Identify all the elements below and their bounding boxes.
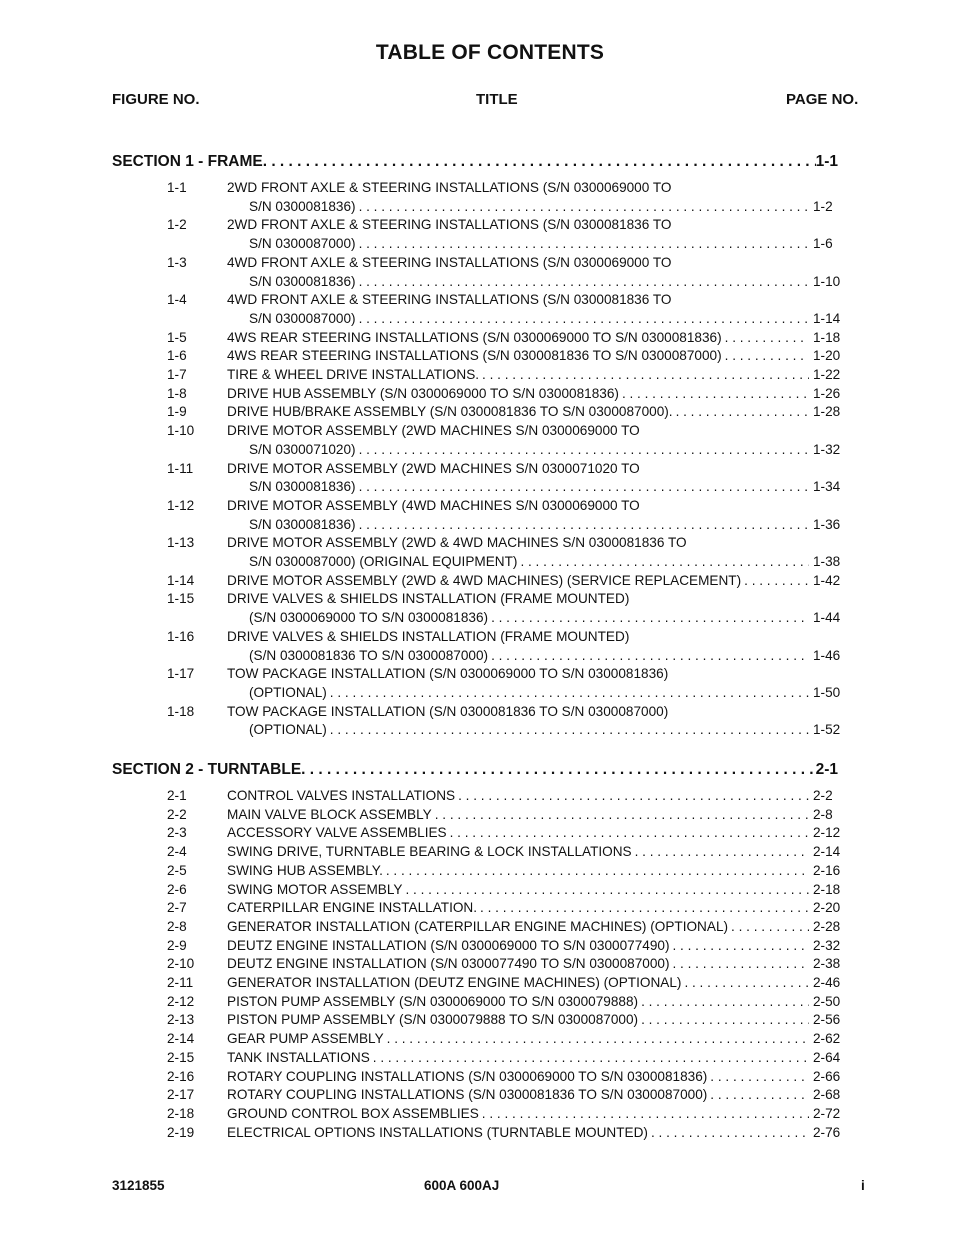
entry-title-continuation bbox=[249, 235, 845, 254]
entry-title-text: (S/N 0300069000 TO S/N 0300081836) bbox=[249, 610, 489, 626]
toc-entry[interactable] bbox=[0, 403, 954, 422]
section-label: SECTION 2 - TURNTABLE bbox=[112, 761, 302, 778]
entry-page-number: 1-6 bbox=[813, 236, 833, 252]
figure-number: 2-12 bbox=[167, 993, 195, 1009]
entry-title-continuation bbox=[249, 684, 845, 703]
toc-entry[interactable] bbox=[0, 1030, 954, 1049]
entry-title-line bbox=[227, 1124, 845, 1143]
toc-entry[interactable] bbox=[0, 918, 954, 937]
figure-number: 2-8 bbox=[167, 918, 187, 934]
figure-no-column-header: FIGURE NO. bbox=[112, 91, 200, 108]
toc-entry[interactable] bbox=[0, 291, 954, 328]
entry-page-number: 1-14 bbox=[813, 310, 841, 326]
leader-dots bbox=[432, 806, 809, 825]
entry-title-continuation bbox=[249, 198, 845, 217]
toc-entry[interactable] bbox=[0, 665, 954, 702]
entry-title-line bbox=[227, 347, 845, 366]
figure-number: 1-16 bbox=[167, 628, 195, 644]
leader-dots bbox=[488, 609, 809, 628]
leader-dots bbox=[301, 761, 815, 779]
entry-title-text: DEUTZ ENGINE INSTALLATION (S/N 0300069000 TO S/N 0300077490) bbox=[227, 937, 670, 953]
entry-page-number: 2-64 bbox=[813, 1049, 841, 1065]
section-1-heading bbox=[112, 153, 838, 171]
entry-page-number: 2-20 bbox=[813, 900, 841, 916]
leader-dots bbox=[632, 843, 809, 862]
toc-entry[interactable] bbox=[0, 703, 954, 740]
figure-number: 2-5 bbox=[167, 862, 187, 878]
entry-page-number: 1-2 bbox=[813, 198, 833, 214]
figure-number: 2-3 bbox=[167, 825, 187, 841]
figure-number: 1-5 bbox=[167, 329, 187, 345]
entry-title-text: MAIN VALVE BLOCK ASSEMBLY bbox=[227, 806, 432, 822]
figure-number: 2-1 bbox=[167, 788, 187, 803]
entry-title-text: GROUND CONTROL BOX ASSEMBLIES bbox=[227, 1105, 479, 1121]
entry-title-text: 4WS REAR STEERING INSTALLATIONS (S/N 0300069000 TO S/N 0300081836) bbox=[227, 329, 722, 345]
page-title: TABLE OF CONTENTS bbox=[375, 41, 605, 64]
leader-dots bbox=[356, 516, 809, 535]
toc-entry[interactable] bbox=[0, 385, 954, 404]
entry-page-number: 1-20 bbox=[813, 348, 841, 364]
entry-title-text: DEUTZ ENGINE INSTALLATION (S/N 0300077490 TO S/N 0300087000) bbox=[227, 956, 670, 972]
toc-entry[interactable] bbox=[0, 534, 954, 571]
leader-dots bbox=[638, 1011, 809, 1030]
section-page: 1-1 bbox=[815, 153, 838, 170]
entry-title-line bbox=[227, 422, 845, 441]
entry-title-text: ELECTRICAL OPTIONS INSTALLATIONS (TURNTABLE MOUNTED) bbox=[227, 1124, 648, 1140]
entry-title-text: TIRE & WHEEL DRIVE INSTALLATIONS. bbox=[227, 367, 480, 383]
entry-title-text: DRIVE HUB/BRAKE ASSEMBLY (S/N 0300081836 TO S/N 0300087000). bbox=[227, 404, 673, 420]
entry-title-text: 4WD FRONT AXLE & STEERING INSTALLATIONS (S/N 0300081836 TO bbox=[227, 292, 672, 308]
entry-title-line bbox=[227, 843, 845, 862]
leader-dots bbox=[356, 198, 809, 217]
entry-title-line bbox=[227, 899, 845, 918]
toc-entry[interactable] bbox=[0, 862, 954, 881]
toc-entry[interactable] bbox=[0, 347, 954, 366]
entry-page-number: 2-56 bbox=[813, 1012, 841, 1028]
entry-title-text: PISTON PUMP ASSEMBLY (S/N 0300069000 TO S/N 0300079888) bbox=[227, 993, 639, 1009]
figure-number: 1-2 bbox=[167, 217, 187, 233]
entry-title-text: TOW PACKAGE INSTALLATION (S/N 0300069000 TO S/N 0300081836) bbox=[227, 666, 669, 682]
leader-dots bbox=[670, 955, 810, 974]
entry-title-line bbox=[227, 403, 845, 422]
entry-title-line bbox=[227, 665, 845, 684]
entry-title-text: DRIVE MOTOR ASSEMBLY (4WD MACHINES S/N 0300069000 TO bbox=[227, 497, 640, 513]
leader-dots bbox=[327, 684, 809, 703]
entry-title-line bbox=[227, 534, 845, 553]
toc-entry[interactable] bbox=[0, 1124, 954, 1143]
entry-page-number: 2-14 bbox=[813, 844, 841, 860]
toc-entry[interactable] bbox=[0, 881, 954, 900]
section-label: SECTION 1 - FRAME bbox=[112, 153, 263, 170]
toc-entry[interactable] bbox=[0, 329, 954, 348]
toc-entry[interactable] bbox=[0, 179, 954, 216]
figure-number: 2-17 bbox=[167, 1087, 195, 1103]
section-page: 2-1 bbox=[815, 761, 838, 778]
entry-title-line bbox=[227, 703, 845, 722]
toc-entry[interactable] bbox=[0, 216, 954, 253]
entry-title-line bbox=[227, 787, 845, 806]
figure-number: 1-15 bbox=[167, 591, 195, 607]
entry-page-number: 1-28 bbox=[813, 404, 841, 420]
leader-dots bbox=[707, 1086, 809, 1105]
leader-dots bbox=[479, 366, 809, 385]
leader-dots bbox=[517, 553, 809, 572]
entry-title-line bbox=[227, 216, 845, 235]
entry-title-line bbox=[227, 955, 845, 974]
leader-dots bbox=[707, 1068, 809, 1087]
leader-dots bbox=[722, 329, 809, 348]
entry-title-text: S/N 0300081836) bbox=[249, 479, 356, 495]
toc-entry[interactable] bbox=[0, 572, 954, 591]
entry-page-number: 1-42 bbox=[813, 572, 841, 588]
toc-entry[interactable] bbox=[0, 824, 954, 843]
entry-title-continuation bbox=[249, 609, 845, 628]
entry-title-text: TOW PACKAGE INSTALLATION (S/N 0300081836 TO S/N 0300087000) bbox=[227, 703, 669, 719]
entry-title-text: 2WD FRONT AXLE & STEERING INSTALLATIONS (S/N 0300069000 TO bbox=[227, 180, 672, 195]
leader-dots bbox=[356, 273, 809, 292]
entry-title-line bbox=[227, 1105, 845, 1124]
toc-entry[interactable] bbox=[0, 497, 954, 534]
entry-title-line bbox=[227, 881, 845, 900]
toc-entry[interactable] bbox=[0, 460, 954, 497]
page-no-column-header: PAGE NO. bbox=[786, 91, 859, 108]
entry-title-text: S/N 0300081836) bbox=[249, 516, 356, 532]
entry-title-text: S/N 0300087000) bbox=[249, 236, 356, 252]
toc-entry[interactable] bbox=[0, 254, 954, 291]
entry-title-line bbox=[227, 572, 845, 591]
entry-title-line bbox=[227, 329, 845, 348]
entry-title-text: TANK INSTALLATIONS bbox=[227, 1049, 370, 1065]
leader-dots bbox=[447, 824, 809, 843]
section-2-heading bbox=[112, 761, 838, 779]
entry-title-text: DRIVE VALVES & SHIELDS INSTALLATION (FRAME MOUNTED) bbox=[227, 591, 630, 607]
entry-title-text: SWING MOTOR ASSEMBLY bbox=[227, 881, 403, 897]
leader-dots bbox=[488, 647, 809, 666]
figure-number: 2-6 bbox=[167, 881, 187, 897]
leader-dots bbox=[648, 1124, 809, 1143]
leader-dots bbox=[728, 918, 809, 937]
entry-title-continuation bbox=[249, 553, 845, 572]
entry-title-line bbox=[227, 385, 845, 404]
entry-page-number: 2-12 bbox=[813, 825, 841, 841]
figure-number: 1-3 bbox=[167, 254, 187, 270]
figure-number: 1-17 bbox=[167, 666, 195, 682]
entry-title-text: DRIVE VALVES & SHIELDS INSTALLATION (FRAME MOUNTED) bbox=[227, 628, 630, 644]
entry-page-number: 1-46 bbox=[813, 647, 841, 663]
leader-dots bbox=[741, 572, 809, 591]
entry-page-number: 2-50 bbox=[813, 993, 841, 1009]
entry-title-text: CATERPILLAR ENGINE INSTALLATION. bbox=[227, 900, 478, 916]
figure-number: 1-6 bbox=[167, 348, 187, 364]
entry-title-line bbox=[227, 1030, 845, 1049]
figure-number: 2-13 bbox=[167, 1012, 195, 1028]
entry-title-continuation bbox=[249, 273, 845, 292]
entry-title-line bbox=[227, 937, 845, 956]
entry-page-number: 2-2 bbox=[813, 788, 833, 803]
toc-entry[interactable] bbox=[0, 787, 954, 806]
figure-number: 1-10 bbox=[167, 423, 195, 439]
entry-title-line bbox=[227, 291, 845, 310]
entry-title-text: (OPTIONAL) bbox=[249, 722, 327, 738]
toc-entry[interactable] bbox=[0, 974, 954, 993]
entry-page-number: 2-68 bbox=[813, 1087, 841, 1103]
entry-title-text: ROTARY COUPLING INSTALLATIONS (S/N 0300069000 TO S/N 0300081836) bbox=[227, 1068, 708, 1084]
leader-dots bbox=[681, 974, 809, 993]
figure-number: 2-18 bbox=[167, 1105, 195, 1121]
leader-dots bbox=[263, 153, 816, 171]
entry-page-number: 2-16 bbox=[813, 862, 841, 878]
figure-number: 2-9 bbox=[167, 937, 187, 953]
leader-dots bbox=[327, 721, 809, 740]
entry-title-text: ROTARY COUPLING INSTALLATIONS (S/N 0300081836 TO S/N 0300087000) bbox=[227, 1087, 708, 1103]
entry-title-continuation bbox=[249, 516, 845, 535]
entry-title-text: S/N 0300087000) (ORIGINAL EQUIPMENT) bbox=[249, 554, 518, 570]
entry-title-text: (S/N 0300081836 TO S/N 0300087000) bbox=[249, 647, 489, 663]
figure-number: 1-9 bbox=[167, 404, 187, 420]
figure-number: 1-18 bbox=[167, 703, 195, 719]
footer-page-number: i bbox=[861, 1178, 865, 1193]
entry-page-number: 1-44 bbox=[813, 610, 841, 626]
entry-title-line bbox=[227, 179, 845, 198]
entry-title-line bbox=[227, 460, 845, 479]
entry-title-line bbox=[227, 806, 845, 825]
leader-dots bbox=[370, 1049, 809, 1068]
leader-dots bbox=[356, 235, 809, 254]
figure-number: 2-11 bbox=[167, 975, 194, 991]
entry-title-line bbox=[227, 862, 845, 881]
figure-number: 1-13 bbox=[167, 535, 195, 551]
entry-title-text: S/N 0300081836) bbox=[249, 198, 356, 214]
entry-title-continuation bbox=[249, 478, 845, 497]
figure-number: 2-4 bbox=[167, 844, 187, 860]
toc-entry[interactable] bbox=[0, 955, 954, 974]
entry-title-text: GENERATOR INSTALLATION (CATERPILLAR ENGINE MACHINES) (OPTIONAL) bbox=[227, 918, 729, 934]
figure-number: 1-11 bbox=[167, 460, 194, 476]
entry-title-text: DRIVE MOTOR ASSEMBLY (2WD & 4WD MACHINES) (SERVICE REPLACEMENT) bbox=[227, 572, 742, 588]
figure-number: 1-12 bbox=[167, 497, 195, 513]
toc-entry[interactable] bbox=[0, 1011, 954, 1030]
entry-title-line bbox=[227, 628, 845, 647]
toc-entry[interactable] bbox=[0, 366, 954, 385]
entry-title-continuation bbox=[249, 310, 845, 329]
entry-title-line bbox=[227, 590, 845, 609]
entry-page-number: 2-62 bbox=[813, 1031, 841, 1047]
toc-entry[interactable] bbox=[0, 899, 954, 918]
entry-page-number: 1-36 bbox=[813, 516, 841, 532]
figure-number: 1-1 bbox=[167, 180, 187, 195]
toc-entry[interactable] bbox=[0, 1086, 954, 1105]
leader-dots bbox=[356, 441, 809, 460]
entry-title-text: CONTROL VALVES INSTALLATIONS bbox=[227, 788, 456, 803]
leader-dots bbox=[638, 993, 809, 1012]
entry-title-text: DRIVE MOTOR ASSEMBLY (2WD MACHINES S/N 0300069000 TO bbox=[227, 423, 640, 439]
entry-title-line bbox=[227, 254, 845, 273]
entry-title-text: SWING HUB ASSEMBLY. bbox=[227, 862, 383, 878]
toc-entry[interactable] bbox=[0, 937, 954, 956]
toc-entry[interactable] bbox=[0, 1105, 954, 1124]
entry-title-text: GEAR PUMP ASSEMBLY bbox=[227, 1031, 384, 1047]
entry-title-text: S/N 0300081836) bbox=[249, 273, 356, 289]
entry-title-line bbox=[227, 993, 845, 1012]
figure-number: 1-8 bbox=[167, 385, 187, 401]
leader-dots bbox=[477, 899, 809, 918]
leader-dots bbox=[356, 310, 809, 329]
title-column-header: TITLE bbox=[476, 91, 518, 108]
entry-title-continuation bbox=[249, 647, 845, 666]
entry-title-text: 4WS REAR STEERING INSTALLATIONS (S/N 0300081836 TO S/N 0300087000) bbox=[227, 348, 722, 364]
entry-title-text: 4WD FRONT AXLE & STEERING INSTALLATIONS (S/N 0300069000 TO bbox=[227, 254, 672, 270]
entry-title-line bbox=[227, 824, 845, 843]
figure-number: 2-15 bbox=[167, 1049, 195, 1065]
entry-page-number: 1-34 bbox=[813, 479, 841, 495]
leader-dots bbox=[356, 478, 809, 497]
entry-title-line bbox=[227, 974, 845, 993]
figure-number: 2-16 bbox=[167, 1068, 195, 1084]
footer-doc-number: 3121855 bbox=[112, 1178, 165, 1193]
leader-dots bbox=[722, 347, 809, 366]
entry-page-number: 2-18 bbox=[813, 881, 841, 897]
toc-entry[interactable] bbox=[0, 806, 954, 825]
figure-number: 2-10 bbox=[167, 956, 195, 972]
toc-entry[interactable] bbox=[0, 1068, 954, 1087]
entry-title-line bbox=[227, 1068, 845, 1087]
leader-dots bbox=[673, 403, 809, 422]
entry-page-number: 2-8 bbox=[813, 806, 833, 822]
section-1-entries bbox=[0, 179, 954, 740]
entry-page-number: 2-28 bbox=[813, 918, 841, 934]
entry-title-line bbox=[227, 1011, 845, 1030]
entry-page-number: 2-66 bbox=[813, 1068, 841, 1084]
entry-title-text: DRIVE MOTOR ASSEMBLY (2WD & 4WD MACHINES S/N 0300081836 TO bbox=[227, 535, 687, 551]
entry-title-line bbox=[227, 366, 845, 385]
leader-dots bbox=[383, 862, 809, 881]
toc-entry[interactable] bbox=[0, 422, 954, 459]
entry-title-line bbox=[227, 1086, 845, 1105]
toc-entry[interactable] bbox=[0, 993, 954, 1012]
toc-entry[interactable] bbox=[0, 843, 954, 862]
footer-model: 600A 600AJ bbox=[424, 1178, 500, 1193]
figure-number: 2-7 bbox=[167, 900, 187, 916]
leader-dots bbox=[455, 787, 809, 806]
entry-title-line bbox=[227, 1049, 845, 1068]
entry-title-continuation bbox=[249, 441, 845, 460]
figure-number: 1-14 bbox=[167, 572, 195, 588]
entry-page-number: 2-38 bbox=[813, 956, 841, 972]
entry-page-number: 1-10 bbox=[813, 273, 841, 289]
entry-page-number: 1-32 bbox=[813, 441, 841, 457]
entry-page-number: 1-52 bbox=[813, 722, 841, 738]
section-2-entries bbox=[0, 787, 954, 1142]
entry-title-text: DRIVE MOTOR ASSEMBLY (2WD MACHINES S/N 0300071020 TO bbox=[227, 460, 640, 476]
entry-title-text: 2WD FRONT AXLE & STEERING INSTALLATIONS (S/N 0300081836 TO bbox=[227, 217, 672, 233]
entry-title-text: DRIVE HUB ASSEMBLY (S/N 0300069000 TO S/N 0300081836) bbox=[227, 385, 619, 401]
leader-dots bbox=[670, 937, 810, 956]
entry-page-number: 1-18 bbox=[813, 329, 841, 345]
entry-page-number: 1-50 bbox=[813, 684, 841, 700]
entry-title-text: GENERATOR INSTALLATION (DEUTZ ENGINE MACHINES) (OPTIONAL) bbox=[227, 975, 682, 991]
entry-page-number: 2-46 bbox=[813, 975, 841, 991]
toc-entry[interactable] bbox=[0, 590, 954, 627]
entry-title-continuation bbox=[249, 721, 845, 740]
figure-number: 1-4 bbox=[167, 292, 187, 308]
entry-title-text: PISTON PUMP ASSEMBLY (S/N 0300079888 TO S/N 0300087000) bbox=[227, 1012, 639, 1028]
figure-number: 2-19 bbox=[167, 1124, 195, 1140]
entry-title-text: S/N 0300087000) bbox=[249, 310, 356, 326]
figure-number: 1-7 bbox=[167, 367, 187, 383]
leader-dots bbox=[384, 1030, 809, 1049]
entry-title-line bbox=[227, 497, 845, 516]
entry-title-line bbox=[227, 918, 845, 937]
entry-title-text: SWING DRIVE, TURNTABLE BEARING & LOCK INSTALLATIONS bbox=[227, 844, 632, 860]
entry-page-number: 1-26 bbox=[813, 385, 841, 401]
entry-page-number: 2-32 bbox=[813, 937, 841, 953]
leader-dots bbox=[403, 881, 810, 900]
entry-title-text: ACCESSORY VALVE ASSEMBLIES bbox=[227, 825, 447, 841]
leader-dots bbox=[619, 385, 809, 404]
figure-number: 2-14 bbox=[167, 1031, 195, 1047]
entry-page-number: 1-38 bbox=[813, 554, 841, 570]
entry-title-text: (OPTIONAL) bbox=[249, 684, 327, 700]
toc-entry[interactable] bbox=[0, 628, 954, 665]
entry-page-number: 2-72 bbox=[813, 1105, 841, 1121]
entry-page-number: 2-76 bbox=[813, 1124, 841, 1140]
entry-title-text: S/N 0300071020) bbox=[249, 441, 356, 457]
toc-entry[interactable] bbox=[0, 1049, 954, 1068]
figure-number: 2-2 bbox=[167, 806, 187, 822]
entry-page-number: 1-22 bbox=[813, 367, 841, 383]
leader-dots bbox=[479, 1105, 809, 1124]
